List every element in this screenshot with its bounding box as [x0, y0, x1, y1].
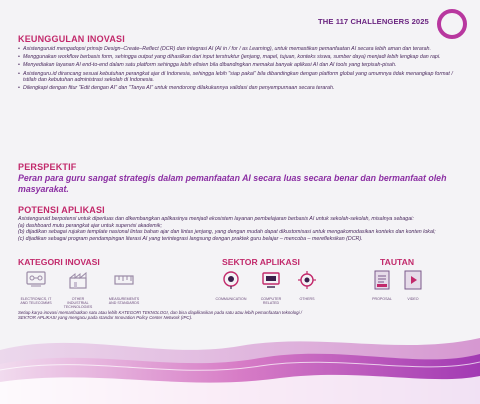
potensi-item: (b) dijadikan sebagai rujukan template nasional lintas bahan ajar dan lintas jenjang, yang dengan mudah dapat dikustomisasi untuk mengakomodasikan konteks dan konten lokal; — [18, 229, 436, 236]
video-icon — [402, 270, 424, 290]
keunggulan-item: • Dilengkapi dengan fitur "Edit dengan AI" dan "Tanya AI" untuk mendorong dilakukannya validasi dan penyempurnaan secara terarah. — [18, 85, 466, 92]
decorative-wave — [0, 320, 480, 404]
kategori-title: KATEGORI INOVASI — [18, 257, 100, 267]
sektor-title: SEKTOR APLIKASI — [222, 257, 300, 267]
perspektif-text: Peran para guru sangat strategis dalam pemanfaatan AI secara luas secara benar dan bermanfaat oleh masyarakat. — [18, 173, 447, 194]
sektor-label: COMMUNICATION — [215, 297, 247, 301]
keunggulan-item: • Menggunakan workflow berbasis form, sehingga output yang dihasilkan dari input terstruktur (jenjang, mapel, tujuan, konteks siswa, sumber daya) menjadi lebih lengkap dan rapi. — [18, 54, 466, 61]
challengers-title: THE 117 CHALLENGERS 2025 — [318, 17, 429, 26]
keunggulan-list — [18, 46, 466, 94]
keunggulan-title: KEUNGGULAN INOVASI — [18, 34, 125, 44]
industrial-icon — [62, 270, 94, 309]
potensi-block — [18, 216, 466, 242]
others-icon — [292, 270, 322, 301]
tautan-label: VIDEO — [407, 297, 419, 301]
kategori-label: OTHER INDUSTRIAL TECHNOLOGIES — [63, 297, 93, 309]
potensi-intro: Asistenguruid berpotensi untuk diperluas dan dikembangkan aplikasinya menjadi ekosistem layanan pembelajaran berbasis AI untuk sekolah-sekolah, misalnya sebagai: — [18, 216, 414, 222]
measurement-icon — [106, 270, 142, 305]
proposal-link[interactable] — [368, 270, 396, 301]
potensi-item: (a) dashboard mutu perangkat ajar untuk supervisi akademik; — [18, 222, 162, 229]
perspektif-title: PERSPEKTIF — [18, 162, 77, 172]
logo-ring-icon — [437, 9, 467, 39]
sektor-label: COMPUTER RELATED — [260, 297, 282, 305]
potensi-item: (c) dijadikan sebagai program pendampingan literasi AI yang terintegrasi langsung dengan praktek guru belajar – mencoba – merefleksikan (DCR). — [18, 235, 363, 242]
electronics-icon — [20, 270, 52, 305]
footer-note: Setiap karya inovasi memanfaatkan satu atau lebih KATEGORI TEKNOLOGI, dan bisa diaplikasikan pada satu atau lebih pemanfaatan teknologi / SEKTOR APLIKASI yang mengacu pada standar Innovation Policy Center Network (IPC). — [18, 310, 303, 321]
keunggulan-item: • Asistenguru.id dirancang sesuai kebutuhan perangkat ajar di Indonesia, sehingga lebih "siap pakai" bila dibandingkan dengan platform global yang umumnya tidak menangkap format / istilah dan kebutuhan administrasi sekolah di Indonesia. — [18, 71, 466, 84]
kategori-label: MEASUREMENTS AND STANDARDS — [108, 297, 140, 305]
tautan-title: TAUTAN — [380, 257, 415, 267]
document-icon — [371, 270, 393, 290]
sektor-label: OTHERS — [299, 297, 315, 301]
potensi-title: POTENSI APLIKASI — [18, 205, 105, 215]
tautan-label: PROPOSAL — [372, 297, 392, 301]
keunggulan-item: • Menyediakan layanan AI end-to-end dalam satu platform sehingga lebih efisien bila dibandingkan memakai banyak aplikasi AI dan AI tools yang terpisah-pisah. — [18, 62, 466, 69]
kategori-label: ELECTRONICS, IT AND TELECOMMS — [20, 297, 52, 305]
video-link[interactable] — [400, 270, 426, 301]
computer-icon — [254, 270, 288, 305]
keunggulan-item: • Asistenguruid mengadopsi prinsip Design–Create–Reflect (DCR) dan integrasi AI (AI in / for / as Learning), untuk memastikan pemanfaatan AI secara lebih aman dan terarah. — [18, 46, 466, 53]
communication-icon — [214, 270, 248, 301]
